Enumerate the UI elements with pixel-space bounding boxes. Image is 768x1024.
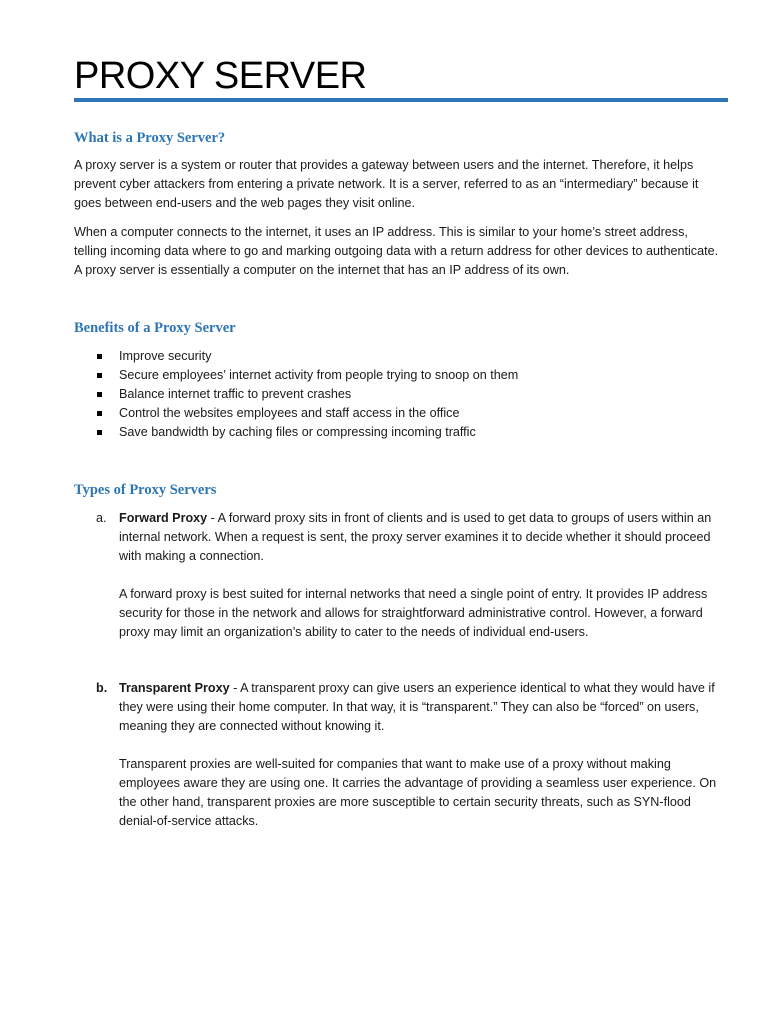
benefit-text: Balance internet traffic to prevent crashes: [119, 387, 352, 401]
heading-what-is-proxy: What is a Proxy Server?: [74, 130, 226, 146]
type-body: [119, 509, 719, 661]
type-term: Transparent Proxy: [119, 681, 230, 695]
list-item: [74, 385, 724, 404]
heading-types: Types of Proxy Servers: [74, 482, 217, 498]
type-term: Forward Proxy: [119, 511, 208, 525]
paragraph-definition: A proxy server is a system or router that provides a gateway between users and the internet. Therefore, it helps prevent cyber attackers from entering a private network. It is a server, referred to as an “intermediary” because it goes between end-users and the web pages they visit online.: [74, 158, 699, 210]
type-intro-text: - A transparent proxy can give users an experience identical to what they would have if they were using their home computer. In that way, it is “transparent.” They can also be “forced” on users, meaning they are connected without knowing it.: [119, 681, 715, 733]
bullet-icon: [97, 430, 102, 435]
heading-benefits: Benefits of a Proxy Server: [74, 320, 236, 336]
list-item: [74, 423, 724, 442]
benefit-text: Control the websites employees and staff access in the office: [119, 406, 460, 420]
benefit-text: Secure employees’ internet activity from people trying to snoop on them: [119, 368, 519, 382]
benefit-text: Improve security: [119, 349, 212, 363]
bullet-icon: [97, 411, 102, 416]
benefit-text: Save bandwidth by caching files or compressing incoming traffic: [119, 425, 476, 439]
type-marker: a.: [96, 511, 107, 525]
list-item: [74, 366, 724, 385]
title-underline-rule: [74, 98, 728, 102]
list-item: [74, 404, 724, 423]
bullet-icon: [97, 392, 102, 397]
bullet-icon: [97, 373, 102, 378]
type-detail-paragraph: Transparent proxies are well-suited for companies that want to make use of a proxy without making employees aware they are using one. It carries the advantage of providing a seamless user experience. On the other hand, transparent proxies are more susceptible to certain security threats, such as SYN-flood denial-of-service attacks.: [119, 757, 717, 828]
bullet-icon: [97, 354, 102, 359]
page-title: PROXY SERVER: [74, 55, 367, 97]
type-marker: b.: [96, 681, 108, 695]
type-intro-text: - A forward proxy sits in front of clients and is used to get data to groups of users within an internal network. When a request is sent, the proxy server examines it to decide whether it should proceed with making a connection.: [119, 511, 712, 563]
type-intro-paragraph: [119, 679, 719, 736]
paragraph-ip-address: When a computer connects to the internet, it uses an IP address. This is similar to your home’s street address, telling incoming data where to go and marking outgoing data with a return address for other devices to authenticate. A proxy server is essentially a computer on the internet that has an IP address of its own.: [74, 225, 719, 277]
type-body: [119, 679, 719, 850]
benefits-list: [74, 347, 724, 442]
list-item: [74, 347, 724, 366]
type-intro-paragraph: [119, 509, 719, 566]
type-detail-paragraph: A forward proxy is best suited for internal networks that need a single point of entry. It provides IP address security for those in the network and allows for straightforward administrative control. However, a forward proxy may limit an organization’s ability to cater to the needs of individual end-users.: [119, 587, 708, 639]
